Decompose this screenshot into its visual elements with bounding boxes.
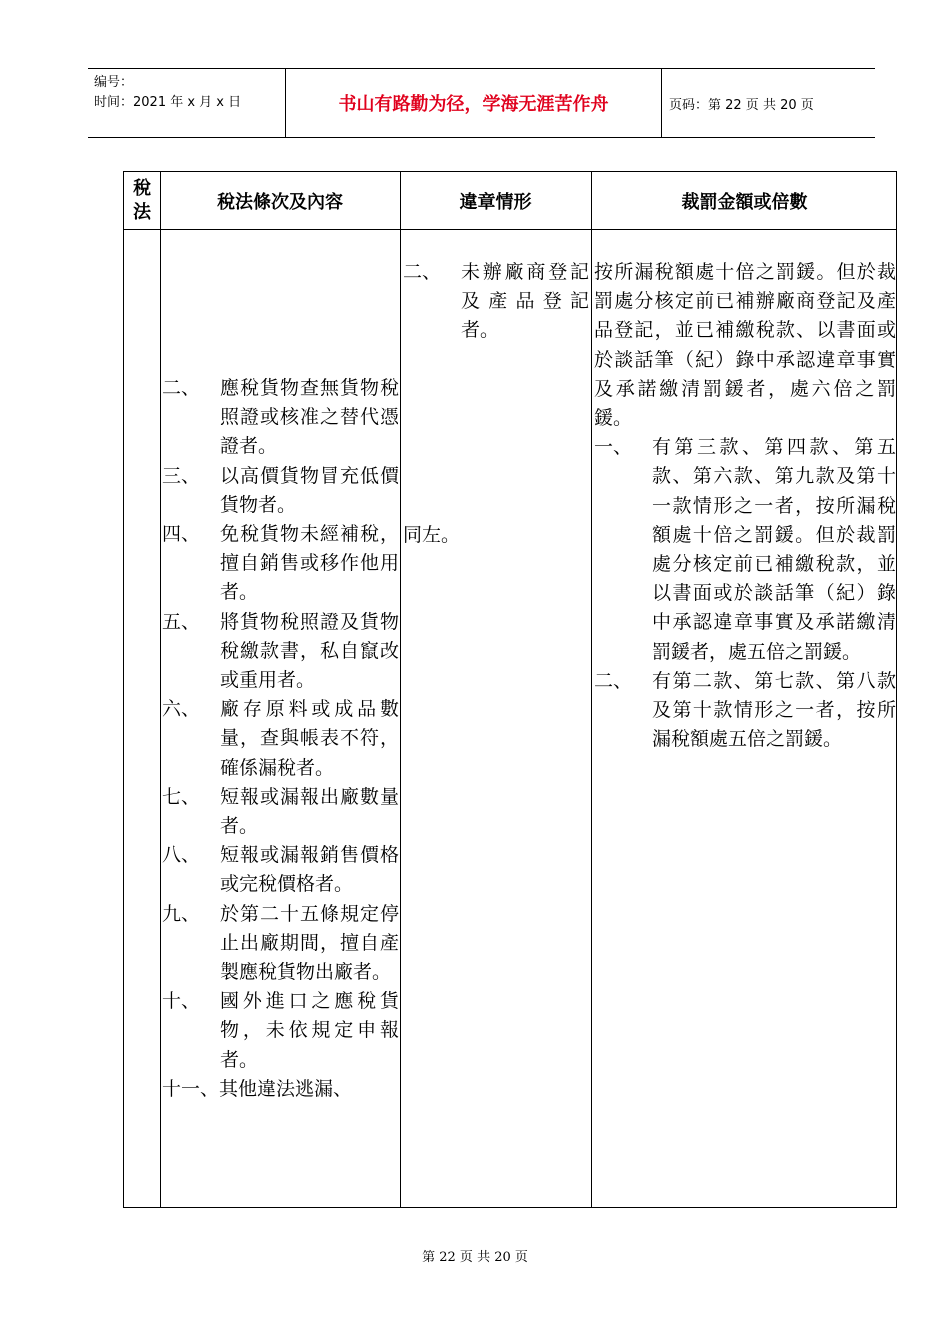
page-header: [88, 68, 875, 138]
penalty-item: [594, 667, 896, 755]
header-tax-law-char2: 法: [133, 201, 151, 223]
article-text: 應稅貨物查無貨物稅照證或核准之替代憑證者。: [220, 377, 399, 458]
article-item: [162, 841, 399, 899]
article-item: [162, 462, 399, 520]
penalty-item: [594, 433, 896, 667]
violation-number: 二、: [403, 261, 442, 283]
column-divider: [400, 172, 401, 1207]
penalty-text: 有第二款、第七款、第八款及第十款情形之一者，按所漏稅額處五倍之罰鍰。: [652, 669, 896, 751]
penalty-number: 二、: [594, 669, 633, 692]
penalty-text: 有第三款、第四款、第五款、第六款、第九款及第十一款情形之一者，按所漏稅額處十倍之罰鍰。但於裁罰處分核定前已補繳稅款，並以書面或於談話筆（紀）錄中承認違章事實及承諾繳清罰鍰者，處五倍之罰鍰。: [652, 436, 896, 663]
article-number: 四、: [162, 523, 201, 546]
penalty-intro: 按所漏稅額處十倍之罰鍰。但於裁罰處分核定前已補辦廠商登記及產品登記，並已補繳稅款、以書面或於談話筆（紀）錄中承認違章事實及承諾繳清罰鍰者，處六倍之罰鍰。: [594, 261, 896, 430]
header-tax-law: [124, 172, 160, 229]
article-item: [162, 1075, 399, 1104]
penalty-list: [594, 258, 896, 754]
article-number: 五、: [162, 610, 201, 633]
article-text: 短報或漏報出廠數量者。: [220, 785, 399, 838]
header-row-divider: [124, 229, 896, 230]
page-footer: 第 22 页 共 20 页: [422, 1250, 528, 1265]
article-text: 短報或漏報銷售價格或完稅價格者。: [220, 844, 399, 896]
article-item: [162, 900, 399, 988]
article-number: 七、: [162, 785, 201, 808]
header-violation: 違章情形: [459, 191, 532, 213]
header-tax-law-char1: 稅: [133, 177, 151, 199]
article-item: [162, 783, 399, 841]
violation-item: [403, 258, 589, 346]
article-text: 國外進口之應稅貨物，未依規定申報者。: [220, 990, 399, 1071]
penalty-table: [123, 171, 897, 1208]
article-item: [162, 374, 399, 462]
article-item: [162, 520, 399, 608]
article-number: 九、: [162, 902, 201, 925]
article-number: 二、: [162, 377, 201, 399]
article-item: [162, 695, 399, 783]
article-text: 免稅貨物未經補稅，擅自銷售或移作他用者。: [220, 523, 399, 604]
header-meta: [94, 73, 284, 113]
violation-same-left: 同左。: [403, 523, 461, 546]
spacer: [403, 346, 589, 521]
header-article: 稅法條次及內容: [217, 191, 343, 213]
article-text: 於第二十五條規定停止出廠期間，擅自產製應稅貨物出廠者。: [220, 902, 399, 984]
penalty-number: 一、: [594, 436, 633, 459]
article-number: 十一、: [162, 1077, 220, 1100]
article-text: 廠存原料或成品數量，查與帳表不符，確係漏稅者。: [220, 698, 399, 779]
article-text: 以高價貨物冒充低價貨物者。: [220, 464, 399, 516]
article-number: 十、: [162, 990, 201, 1013]
violation-list: [403, 258, 589, 550]
article-item: [162, 987, 399, 1075]
article-number: 三、: [162, 464, 201, 487]
article-text: 其他違法逃漏、: [219, 1077, 353, 1100]
column-divider: [591, 172, 592, 1207]
article-text: 將貨物稅照證及貨物稅繳款書，私自竄改或重用者。: [220, 610, 399, 692]
article-number: 八、: [162, 844, 201, 867]
column-divider: [160, 172, 161, 1207]
serial-label: 编号：: [94, 75, 134, 90]
article-number: 六、: [162, 698, 201, 721]
header-penalty: 裁罰金額或倍數: [681, 191, 808, 213]
article-item: [162, 608, 399, 696]
header-page-info: 页码：第 22 页 共 20 页: [669, 97, 814, 113]
violation-text: 未辦廠商登記及產品登記者。: [461, 261, 589, 342]
time-label: 时间：2021 年 x 月 x 日: [94, 95, 242, 110]
header-motto: 书山有路勤为径，学海无涯苦作舟: [285, 69, 662, 137]
article-list: [162, 374, 399, 1104]
